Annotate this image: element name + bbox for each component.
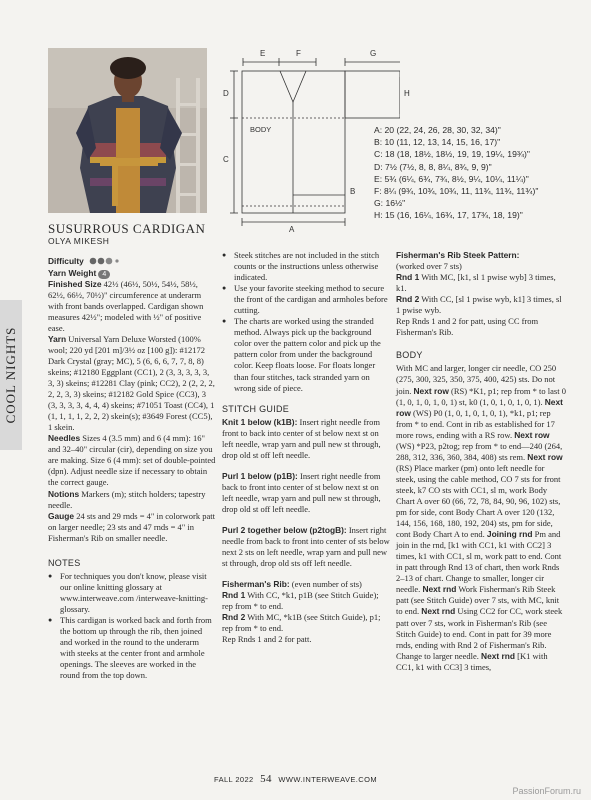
fr-rnd-2: Rnd 2 With MC, *k1B (see Stitch Guide), p1; rep from * to end. xyxy=(222,612,381,634)
needles-info: Needles Sizes 4 (3.5 mm) and 6 (4 mm): 16" and 32–40" circular (cir), depending on size you are making. Size 6 (4 mm): set of double-pointed (dpn). Adjust needle size if necessary to obtain the correct gauge. xyxy=(48,433,216,488)
label-g: G xyxy=(370,49,377,58)
label-b: B xyxy=(350,187,356,196)
body-heading: BODY xyxy=(396,350,423,361)
fr-steek: Fisherman's Rib Steek Pattern: xyxy=(396,250,520,260)
measurements-list xyxy=(374,124,574,222)
p2togb-stitch: Purl 2 together below (p2togB): Insert right needle from back to front into center of sts below next 2 sts on left needle, wrap yarn and pull new st through, drop old sts off left needle. xyxy=(222,525,390,569)
list-item: ● For techniques you don't know, please visit our online knitting glossary at www.interweave.com /interweave-knitting-glossary. xyxy=(48,571,216,615)
frs-repeat: Rep Rnds 1 and 2 for patt, using CC from Fisherman's Rib. xyxy=(396,316,539,338)
measurement-item: B: 10 (11, 12, 13, 14, 15, 16, 17)" xyxy=(374,137,501,148)
notes-heading: NOTES xyxy=(48,557,81,568)
measurement-item: C: 18 (18, 18½, 18½, 19, 19, 19¼, 19¾)" xyxy=(374,149,530,160)
k1b-stitch: Knit 1 below (k1B): Insert right needle from front to back into center of st below next st on left needle, wrap yarn and pull new st through, drop old st off left needle. xyxy=(222,416,381,460)
cardigan-schematic xyxy=(220,44,410,234)
label-h: H xyxy=(404,89,410,98)
list-item: ● This cardigan is worked back and forth from the bottom up through the rib, then joined and worked in the round to the underarm with steeks at the center front and armhole openings. The sleeves are worked in the round from the top down. xyxy=(48,615,216,681)
fr-repeat: Rep Rnds 1 and 2 for patt. xyxy=(222,634,312,645)
fishermans-rib: Fisherman's Rib: (even number of sts) xyxy=(222,579,362,590)
finished-size: Finished Size 42½ (46½, 50½, 54½, 58½, 62½, 66½, 70½)" circumference at underarm with front bands overlapped. Cardigan shown measures 42½"; modeled with ½" of positive ease. xyxy=(48,278,204,333)
label-d: D xyxy=(223,89,229,98)
frs-rnd-1: Rnd 1 With MC, [k1, sl 1 pwise wyb] 3 times, k1. xyxy=(396,272,556,294)
difficulty-dots-icon xyxy=(89,257,119,268)
column-body xyxy=(396,250,566,673)
notions-info: Notions Markers (m); stitch holders; tapestry needle. xyxy=(48,488,206,510)
label-e: E xyxy=(260,49,266,58)
body-instructions: With MC and larger, longer cir needle, CO 250 (275, 300, 325, 350, 375, 400, 425) sts. Do not join. Next row (RS) *K1, p1; rep from * to last 0 (1, 0, 1, 0, 1, 0, 1) st, k0 (1, 0, 1, 0, 1, 0, 1). Next row (WS) P0 (1, 0, 1, 0, 1, 0, 1), *k1, p1; rep from * to end. Cont in rib as established for 17 more rows, ending with a RS row. Next row (WS) *P23, p2tog; rep from * to end—240 (264, 288, 312, 336, 360, 384, 408) sts rem. Next row (RS) Place marker (pm) onto left needle for steek, using the cable method, CO 7 sts for front steek, k7 CO sts with CC1, sl m, work Body Chart A over 60 (66, 72, 78, 84, 90, 96, 102) sts, pm for side, cont Body Chart A over 120 (132, 144, 156, 168, 180, 192, 204) sts, pm for side, cont Body Chart A to end. Joining rnd Pm and join in the rnd, [k1 with CC1, k1 with CC2] 3 times, k1 with CC1, sl m, work patt to end. Cont in patt through Rnd 13 of chart, then work Rnds 2–13 of chart. Change to smaller, longer cir needle. Next rnd Work Fisherman's Rib Steek patt (see Stitch Guide) over 7 sts, with MC, knit to end. Next rnd Using CC2 for CC, work steek patt over 7 sts, work in Fisherman's Rib (see Stitch Guide) to end. Cont in patt for 39 more rnds, ending with Rnd 2 of Fisherman's Rib. Change to larger needle. Next rnd [K1 with CC1, k1 with CC3] 3 times, xyxy=(396,363,566,672)
measurement-item: A: 20 (22, 24, 26, 28, 30, 32, 34)" xyxy=(374,125,501,135)
yarn-info: Yarn Universal Yarn Deluxe Worsted (100% wool; 220 yd [201 m]/3½ oz [100 g]): #12172 Dark Crystal (gray; MC), 5 (6, 6, 6, 7, 7, 8, 8) skeins; #12180 Eggplant (CC1), 2 (3, 3, 3, 3, 3, 3, 3) skeins; #12281 Clay (pink; CC2), 2 (2, 2, 2, 2, 2, 3, 3) skeins; #12182 Gold Spice (CC3), 3 (3, 3, 3, 3, 4, 4, 4) skeins; #71051 Toast (CC4), 1 (1, 1, 1, 1, 2, 2, 2) skein(s); #3649 Forest (CC5), 1 skein. xyxy=(48,333,215,433)
page-number: 54 xyxy=(260,773,272,785)
list-item: ● The charts are worked using the stranded method. Always pick up the background color over the pattern color and pick up the pattern color from under the background color. Keep floats loose. For floats longer than four stitches, tack stranded yarn on wrong side of piece. xyxy=(222,316,390,393)
fr-rnd-1: Rnd 1 With CC, *k1, p1B (see Stitch Guide); rep from * to end. xyxy=(222,590,379,612)
gauge-info: Gauge 24 sts and 29 rnds = 4" in colorwork patt on larger needle; 23 sts and 47 rnds = 4" in Fisherman's Rib on smaller needle. xyxy=(48,510,216,543)
footer-issue: FALL 2022 xyxy=(214,775,254,784)
measurement-item: G: 16½" xyxy=(374,198,406,209)
designer-name: OLYA MIKESH xyxy=(48,236,110,246)
page-footer xyxy=(0,773,591,785)
stitch-guide-heading: STITCH GUIDE xyxy=(222,403,290,414)
column-materials xyxy=(48,256,216,681)
measurement-item: E: 5¾ (6¼, 6¾, 7¾, 8½, 9¼, 10¼, 11¼)" xyxy=(374,173,529,184)
yarn-weight-badge: 4 xyxy=(98,270,110,279)
notes-list-cont xyxy=(222,250,390,394)
section-tab-label: COOL NIGHTS xyxy=(3,326,18,424)
p1b-stitch: Purl 1 below (p1B): Insert right needle from back to front into center of st below next st on left needle, wrap yarn and pull new st through, drop old st off left needle. xyxy=(222,470,381,514)
label-c: C xyxy=(223,155,229,164)
label-body: BODY xyxy=(250,125,272,134)
list-item: ● Use your favorite steeking method to secure the front of the cardigan and armholes before cutting. xyxy=(222,283,390,316)
difficulty-line xyxy=(48,256,216,268)
frs-intro: (worked over 7 sts) xyxy=(396,261,462,272)
measurement-item: F: 8¼ (9¾, 10¾, 10¾, 11, 11¾, 11¾, 11¾)" xyxy=(374,186,539,197)
frs-rnd-2: Rnd 2 With CC, [sl 1 pwise wyb, k1] 3 times, sl 1 pwise wyb. xyxy=(396,294,562,316)
yarn-weight-line: Yarn Weight 4 xyxy=(48,268,216,279)
pattern-title: SUSURROUS CARDIGAN xyxy=(48,221,206,236)
list-item: ● Steek stitches are not included in the stitch counts or the instructions unless otherwise indicated. xyxy=(222,250,390,283)
section-tab xyxy=(0,300,22,450)
measurement-item: H: 15 (16, 16¼, 16¾, 17, 17¾, 18, 19)" xyxy=(374,210,523,221)
model-photo xyxy=(48,48,207,213)
label-a: A xyxy=(289,225,295,234)
measurement-item: D: 7½ (7½, 8, 8, 8¼, 8¾, 9, 9)" xyxy=(374,161,492,172)
label-f: F xyxy=(296,49,301,58)
column-stitch-guide xyxy=(222,250,390,646)
watermark: PassionForum.ru xyxy=(512,786,581,796)
difficulty-label: Difficulty xyxy=(48,256,84,266)
notes-list xyxy=(48,571,216,681)
footer-site: WWW.INTERWEAVE.COM xyxy=(278,775,377,784)
